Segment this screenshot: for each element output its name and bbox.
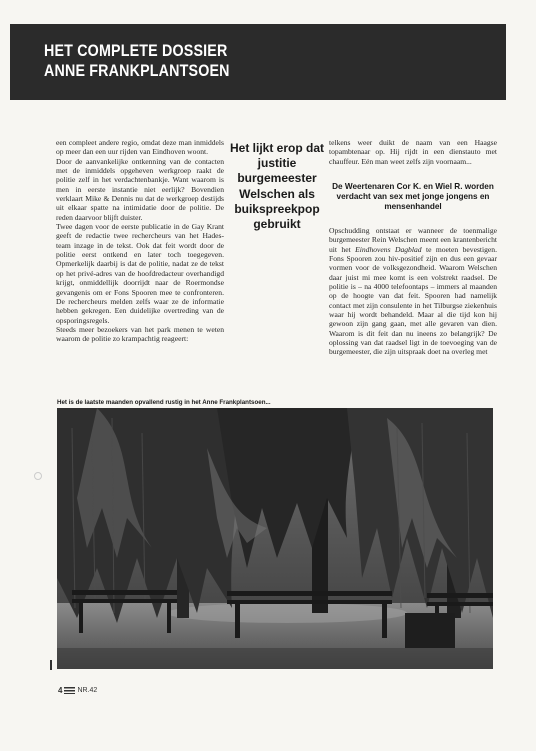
- body-text: Opschudding ontstaat er wanneer de toenmalige burgemeester Rein Welschen meent een krantenbericht uit het: [329, 226, 497, 254]
- body-text: te moeten bevestigen. Fons Spooren zou hiv-positief zijn en dus een gevaar vormen voor de volksgezondheid. Waarom Welschen daar juist mi mee komt is een volstrekt raadsel. De politie is – na 4000 telefoontaps – immers al maanden op de hoogte van dat feit. Spooren had namelijk contact met zijn consulente in het Tilburgse ziekenhuis waar hij wordt behandeld. Maar al die tijd kon hij gewoon zijn gang gaan, met alle gevaren van dien. Waarom is dit feit dan nu ineens zo belangrijk? De oplossing van dat raadsel ligt in de toevoeging van de burgemeester, die zijn uitspraak doet na overleg met: [329, 244, 497, 357]
- title-line-2: ANNE FRANKPLANTSOEN: [44, 61, 230, 80]
- crop-mark: [50, 660, 52, 670]
- article-column-right-top: telkens weer duikt de naam van een Haagse topambtenaar op. Hij rijdt in een dienstauto met chauffeur. Eén man weet zelfs zijn voornaam...: [329, 138, 497, 166]
- punch-hole: [34, 472, 42, 480]
- park-photo: [57, 408, 493, 669]
- paragraph: Twee dagen voor de eerste publicatie in de Gay Krant geeft de redactie twee rechercheurs van het Hades-team inzage in de tekst. Ook dat feit wordt door de politie eerst ontkend en later toch toegegeven. Opmerkelijk daarbij is dat de politie, nadat ze de tekst op het privé-adres van de hoofdredacteur overhandigd krijgt, onmiddellijk doorrijdt naar de Roermondse gevangenis om er Fons Spooren mee te confronteren. De rechercheurs melden zelfs waar ze de informatie hebben gekregen. Een duidelijke overtreding van de opsporingsregels.: [56, 222, 224, 325]
- photo-caption: Het is de laatste maanden opvallend rustig in het Anne Frankplantsoen...: [57, 399, 271, 406]
- article-column-right-body: [329, 226, 497, 357]
- issue-number: NR.42: [77, 687, 98, 694]
- newspaper-name: Eindhovens Dagblad: [355, 244, 422, 254]
- paragraph: een compleet andere regio, omdat deze man inmiddels op meer dan een uur rijden van Eindhoven woont.: [56, 138, 224, 157]
- page-footer: [58, 686, 97, 695]
- pull-quote: Het lijkt erop dat justitie burgemeester Welschen als buikspreekpop gebruikt: [229, 141, 324, 232]
- section-subhead: De Weertenaren Cor K. en Wiel R. worden verdacht van sex met jonge jongens en mensenhandel: [332, 182, 494, 211]
- paragraph: Door de aanvankelijke ontkenning van de contacten met de inmiddels opgeheven werkgroep raakt de politie zelf in het verdachtenbankje. Want waarom is men in eerste instantie niet eerlijk? Bovendien verklaart Mike & Dennis nu dat de werkgroep destijds uit elkaar spatte na intimidatie door de politie. De reden daarvoor blijft duister.: [56, 156, 224, 222]
- separator-bars-icon: [64, 687, 75, 694]
- title-line-1: HET COMPLETE DOSSIER: [44, 41, 228, 60]
- park-photo-illustration: [57, 408, 493, 669]
- article-column-left: [56, 138, 224, 344]
- page-title: [44, 41, 230, 81]
- page-number: 4: [58, 686, 63, 695]
- paragraph: Steeds meer bezoekers van het park menen te weten waarom de politie zo krampachtig reageert:: [56, 324, 224, 344]
